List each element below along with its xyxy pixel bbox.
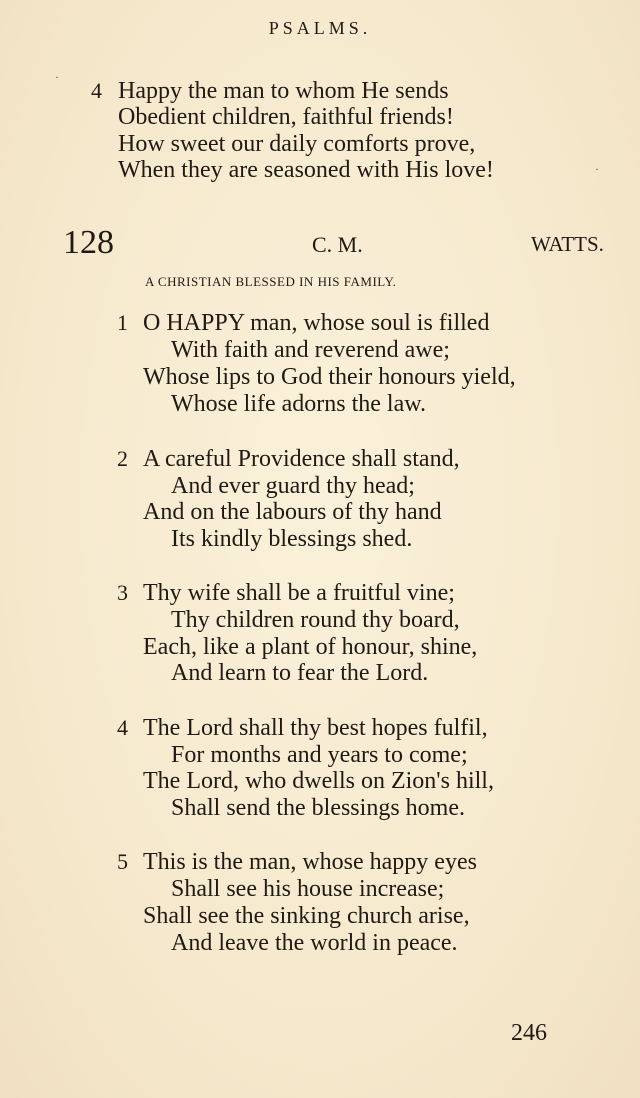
verse-line: The Lord shall thy best hopes fulfil, xyxy=(143,715,488,741)
verse-line: And on the labours of thy hand xyxy=(143,499,442,525)
verse-line: Whose life adorns the law. xyxy=(171,391,427,417)
margin-mark: · xyxy=(55,70,59,84)
hymn-number: 128 xyxy=(63,224,114,261)
verse-line: And learn to fear the Lord. xyxy=(171,660,429,686)
stanza-number: 4 xyxy=(117,715,128,740)
verse-line: Thy children round thy board, xyxy=(171,607,460,633)
hymn-author: WATTS. xyxy=(531,232,604,256)
verse-line: Obedient children, faithful friends! xyxy=(118,104,454,130)
verse-line: And leave the world in peace. xyxy=(171,930,458,956)
margin-mark: · xyxy=(595,162,599,176)
verse-line: A careful Providence shall stand, xyxy=(143,446,460,472)
stanza-number: 5 xyxy=(117,849,128,874)
verse-line: Thy wife shall be a fruitful vine; xyxy=(143,580,455,606)
verse-line: Whose lips to God their honours yield, xyxy=(143,364,516,390)
stanza-number: 2 xyxy=(117,446,128,471)
verse-line: O HAPPY man, whose soul is filled xyxy=(143,310,490,336)
verse-line: And ever guard thy head; xyxy=(171,473,415,499)
hymn-subtitle: A CHRISTIAN BLESSED IN HIS FAMILY. xyxy=(145,274,397,289)
stanza-number: 4 xyxy=(91,78,102,103)
verse-line: Each, like a plant of honour, shine, xyxy=(143,634,478,660)
verse-line: Its kindly blessings shed. xyxy=(171,526,413,552)
verse-line: Happy the man to whom He sends xyxy=(118,78,449,104)
verse-line: This is the man, whose happy eyes xyxy=(143,849,477,875)
page-number: 246 xyxy=(511,1020,547,1046)
verse-line: For months and years to come; xyxy=(171,742,468,768)
hymn-meter: C. M. xyxy=(312,232,363,257)
verse-line: The Lord, who dwells on Zion's hill, xyxy=(143,768,494,794)
stanza-number: 3 xyxy=(117,580,128,605)
stanza-number: 1 xyxy=(117,310,128,335)
verse-line: Shall see his house increase; xyxy=(171,876,445,902)
verse-line: Shall send the blessings home. xyxy=(171,795,465,821)
verse-line: How sweet our daily comforts prove, xyxy=(118,131,476,157)
verse-line: With faith and reverend awe; xyxy=(171,337,450,363)
running-header: PSALMS. xyxy=(268,18,372,38)
verse-line: Shall see the sinking church arise, xyxy=(143,903,470,929)
verse-line: When they are seasoned with His love! xyxy=(118,157,494,183)
